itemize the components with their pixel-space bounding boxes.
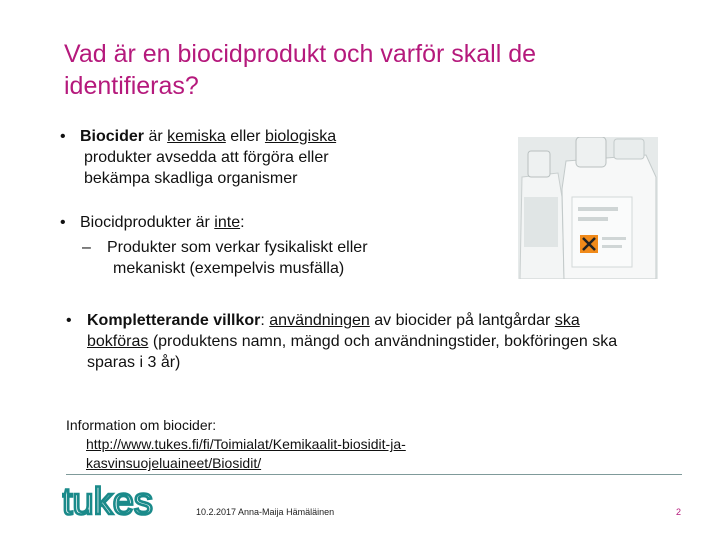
sub-bullet-mekaniskt [82,237,442,279]
tukes-link-line2[interactable]: kasvinsuojeluaineet/Biosidit/ [86,455,262,471]
bullet-text: : [260,312,270,329]
bullet-text: är [144,128,168,145]
tukes-logo [62,480,162,529]
info-block [66,416,626,473]
bullet-text: kemiska [167,128,226,145]
dash-icon: – [82,239,91,256]
bullet-text: Kompletterande villkor [87,312,261,329]
bullet-text: användningen [269,312,370,329]
slide-title: Vad är en biocidprodukt och varför skall de identifieras? [64,40,537,100]
info-label: Information om biocider: [66,417,217,433]
footer-divider [66,474,682,475]
bullet-kompletterande-villkor [66,310,686,373]
bullet-text: Biocider [80,128,145,145]
bullet-text: bokföras [87,333,149,350]
bullet-text: biologiska [264,128,337,145]
biocide-containers-photo [518,137,658,279]
bullet-text: av biocider på lantgårdar [369,312,555,329]
bullet-biocider [60,126,420,189]
bullet-icon: • [60,128,66,145]
bullet-text: inte [214,214,241,231]
sub-bullet-text: mekaniskt (exempelvis musfälla) [113,260,345,277]
bullet-text: (produktens namn, mängd och användningstider, bokföringen ska [148,333,618,350]
bullet-text: produkter avsedda att förgöra eller [84,149,329,166]
bullet-text: ska [554,312,580,329]
tukes-link[interactable] [86,435,626,473]
tukes-link-line1[interactable]: http://www.tukes.fi/fi/Toimialat/Kemikaalit-biosidit-ja- [86,436,406,452]
bullet-text: bekämpa skadliga organismer [84,170,298,187]
page-number: 2 [676,507,682,517]
bullet-text: Biocidprodukter är [80,214,215,231]
bullet-text: eller [225,128,265,145]
sub-bullet-text: Produkter som verkar fysikaliskt eller [107,239,368,256]
bullet-icon: • [66,312,72,329]
footer-text: 10.2.2017 Anna-Maija Hämäläinen [196,507,335,517]
bullet-icon: • [60,214,66,231]
logo-text: tukes [62,481,153,523]
bullet-text: : [240,214,245,231]
bullet-text: sparas i 3 år) [87,354,181,371]
bullet-biocidprodukter [60,212,440,233]
